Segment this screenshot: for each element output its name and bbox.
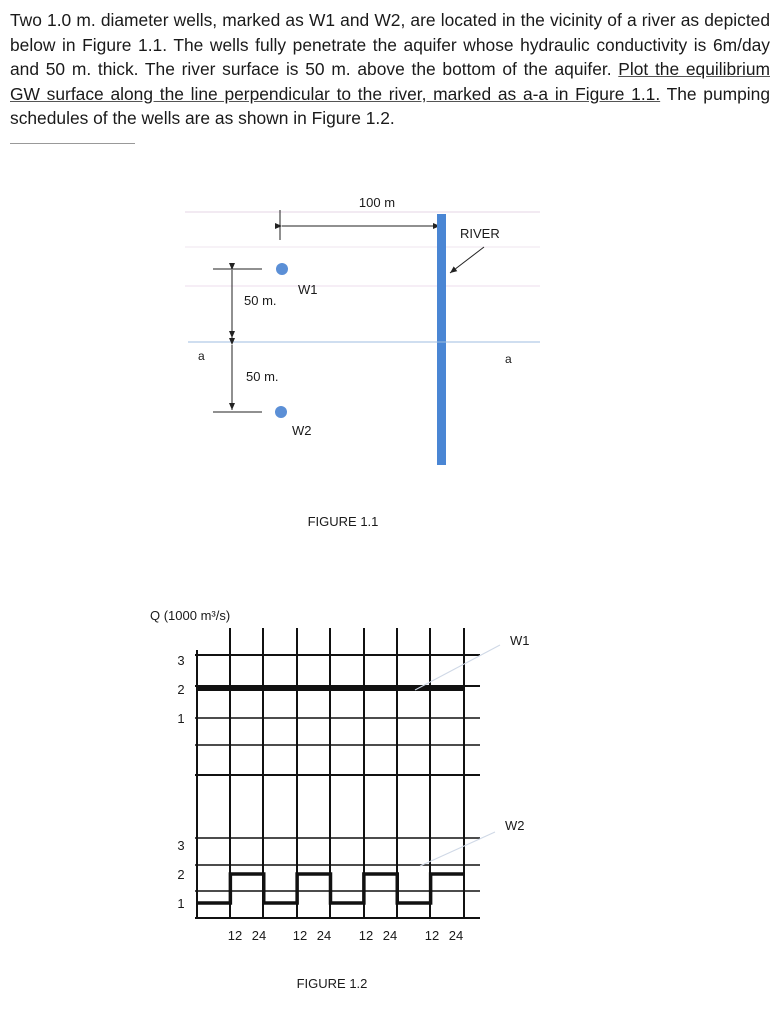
lower-spacing-label: 50 m. xyxy=(246,369,279,384)
well-1-marker xyxy=(276,263,288,275)
w2-tick-label: 2 xyxy=(177,867,185,882)
w2-pointer xyxy=(420,832,495,866)
x-tick-label: 24 xyxy=(448,928,464,943)
river-label: RIVER xyxy=(460,226,500,241)
y-axis-label: Q (1000 m³/s) xyxy=(150,608,231,623)
x-tick-label: 12 xyxy=(292,928,308,943)
w1-tick-label: 2 xyxy=(177,682,185,697)
w1-tick-label: 1 xyxy=(177,711,185,726)
distance-label: 100 m xyxy=(358,195,396,210)
w2-tick-label: 1 xyxy=(177,896,185,911)
panel-w2-label: W2 xyxy=(505,818,525,833)
x-tick-label: 12 xyxy=(424,928,440,943)
upper-spacing-label: 50 m. xyxy=(244,293,277,308)
well-2-label: W2 xyxy=(292,423,312,438)
panel-w1-label: W1 xyxy=(510,633,530,648)
x-tick-label: 24 xyxy=(251,928,267,943)
problem-text-intro: Two 1.0 m. diameter wells, marked as W1 and W2, are located in the vicinity of a river as depicted below in Figure 1.1. The wells fully penetrate the aquifer whose hydraulic conductivity is 6m/day and 50 m. thick. The river surface is 50 m. above the bottom of the aquifer. xyxy=(10,10,770,79)
w1-pointer xyxy=(415,645,500,690)
river-line xyxy=(437,214,446,465)
problem-text-end: The pumping schedules of the wells are as shown in Figure 1.2. xyxy=(10,83,770,128)
figure-1-2-caption: FIGURE 1.2 xyxy=(296,976,368,991)
well-2-marker xyxy=(275,406,287,418)
section-a-right: a xyxy=(505,352,512,366)
figure-1-1 xyxy=(185,195,540,529)
figure-1-2 xyxy=(150,608,530,991)
figure-1-1-caption: FIGURE 1.1 xyxy=(307,514,379,529)
x-tick-label: 12 xyxy=(227,928,243,943)
x-tick-label: 24 xyxy=(316,928,332,943)
x-tick-label: 24 xyxy=(382,928,398,943)
well-1-label: W1 xyxy=(298,282,318,297)
x-tick-label: 12 xyxy=(358,928,374,943)
problem-task: Plot the equilibrium GW surface along the line perpendicular to the river, marked as a-a in Figure 1.1. xyxy=(10,59,770,104)
w2-tick-label: 3 xyxy=(177,838,185,853)
w1-tick-label: 3 xyxy=(177,653,185,668)
series-w2-line xyxy=(197,874,464,903)
river-pointer xyxy=(450,247,484,273)
section-a-left: a xyxy=(198,349,205,363)
